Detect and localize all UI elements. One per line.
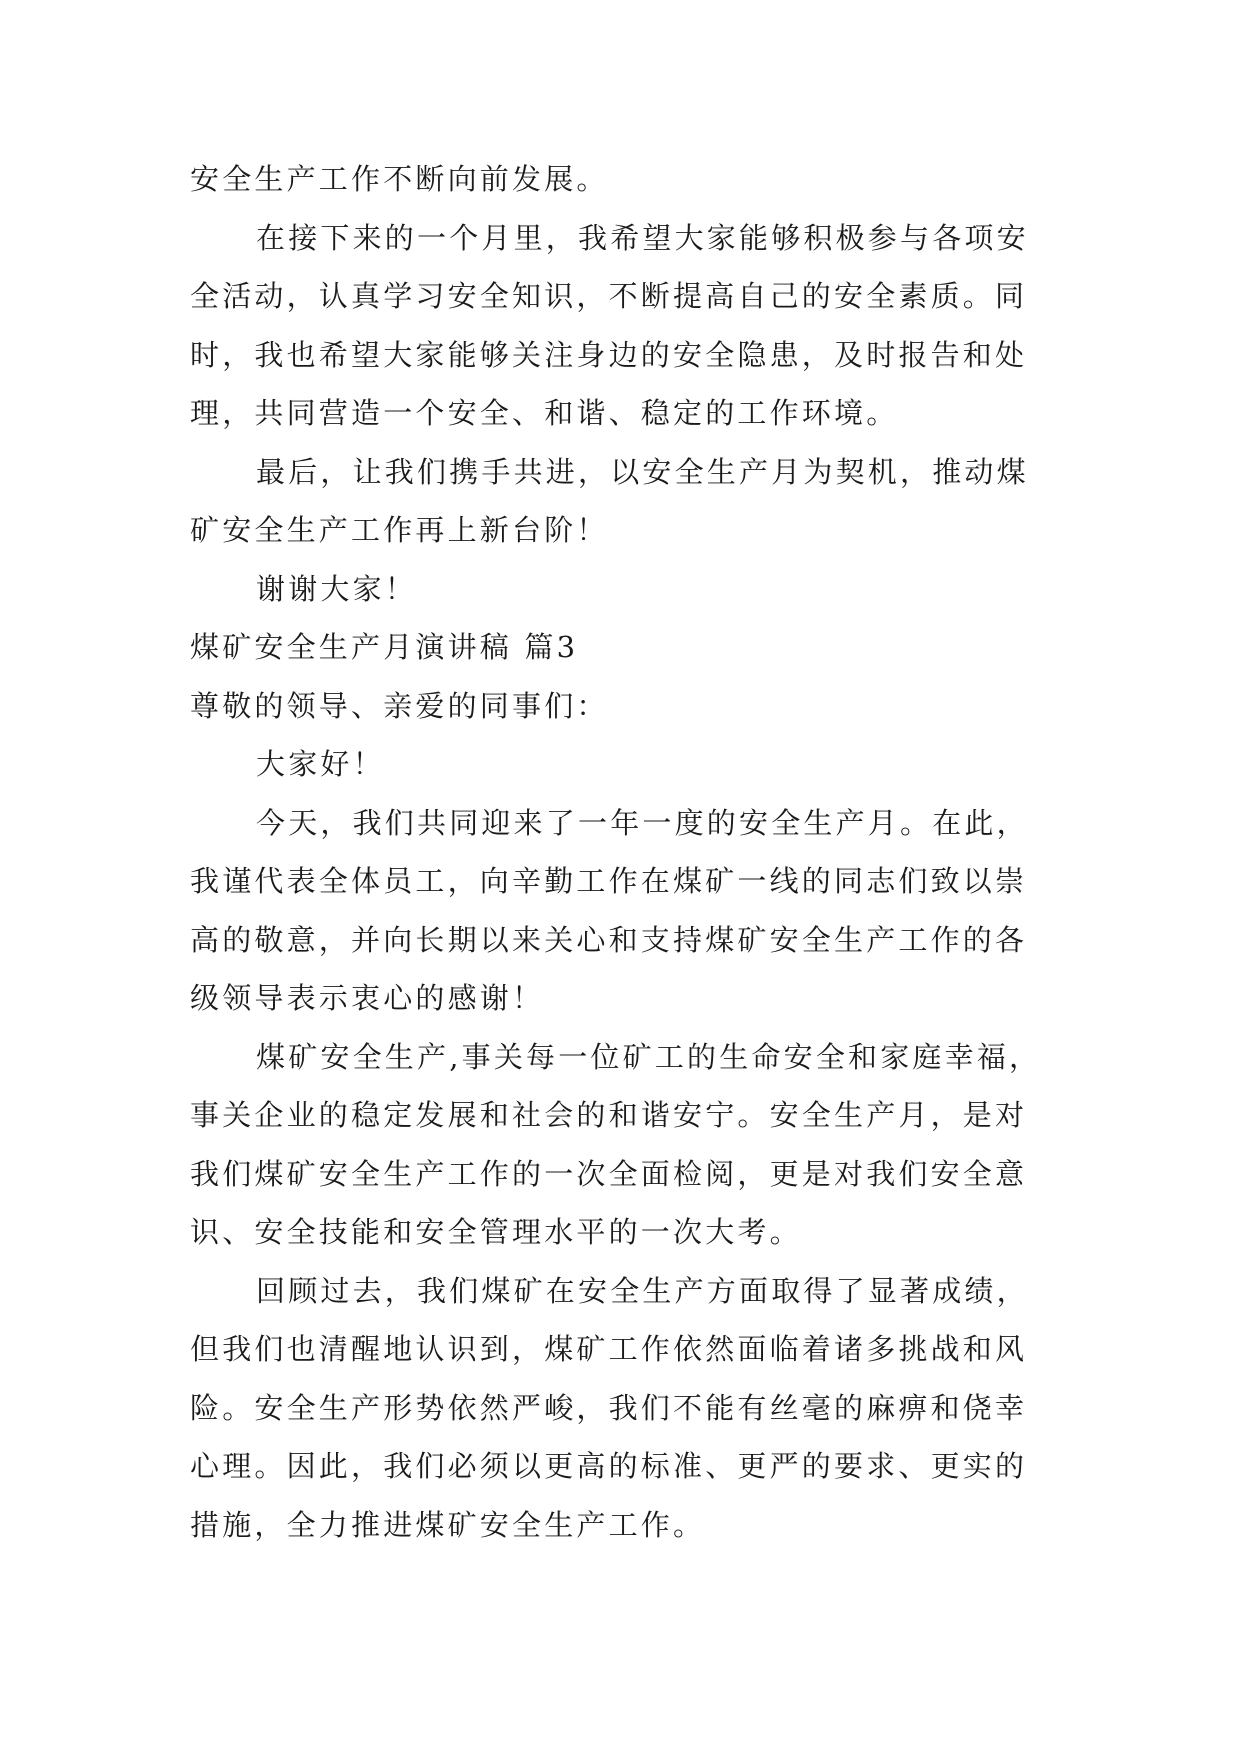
text-line: 全活动，认真学习安全知识，不断提高自己的安全素质。同 <box>190 279 1028 313</box>
text-line: 措施，全力推进煤矿安全生产工作。 <box>190 1507 706 1542</box>
salutation: 尊敬的领导、亲爱的同事们： <box>190 688 609 723</box>
text-line: 理，共同营造一个安全、和谐、稳定的工作环境。 <box>190 396 899 430</box>
text-line: 回顾过去，我们煤矿在安全生产方面取得了显著成绩， <box>256 1273 1029 1308</box>
text-line: 在接下来的一个月里，我希望大家能够积极参与各项安 <box>256 220 1029 255</box>
text-line: 安全生产工作不断向前发展。 <box>190 162 609 196</box>
text-line: 今天，我们共同迎来了一年一度的安全生产月。在此， <box>256 805 1029 840</box>
text-line: 最后，让我们携手共进，以安全生产月为契机，推动煤 <box>256 454 1029 489</box>
text-line: 心理。因此，我们必须以更高的标准、更严的要求、更实的 <box>190 1449 1028 1483</box>
document-body <box>190 150 1065 1554</box>
text-line: 事关企业的稳定发展和社会的和谐安宁。安全生产月，是对 <box>190 1098 1028 1132</box>
text-line: 时，我也希望大家能够关注身边的安全隐患，及时报告和处 <box>190 337 1028 372</box>
text-line: 险。安全生产形势依然严峻，我们不能有丝毫的麻痹和侥幸 <box>190 1390 1028 1425</box>
text-line: 但我们也清醒地认识到，煤矿工作依然面临着诸多挑战和风 <box>190 1332 1028 1366</box>
text-line: 矿安全生产工作再上新台阶！ <box>190 513 609 547</box>
text-line: 我谨代表全体员工，向辛勤工作在煤矿一线的同志们致以崇 <box>190 864 1028 898</box>
section-heading: 煤矿安全生产月演讲稿 篇3 <box>190 630 579 664</box>
text-line: 级领导表示衷心的感谢！ <box>190 981 545 1015</box>
text-line: 谢谢大家！ <box>256 571 418 606</box>
text-line: 识、安全技能和安全管理水平的一次大考。 <box>190 1215 802 1249</box>
text-line: 煤矿安全生产,事关每一位矿工的生命安全和家庭幸福， <box>256 1039 1042 1074</box>
text-line: 高的敬意，并向长期以来关心和支持煤矿安全生产工作的各 <box>190 922 1028 957</box>
text-line: 我们煤矿安全生产工作的一次全面检阅，更是对我们安全意 <box>190 1156 1028 1191</box>
greeting: 大家好！ <box>256 747 385 781</box>
